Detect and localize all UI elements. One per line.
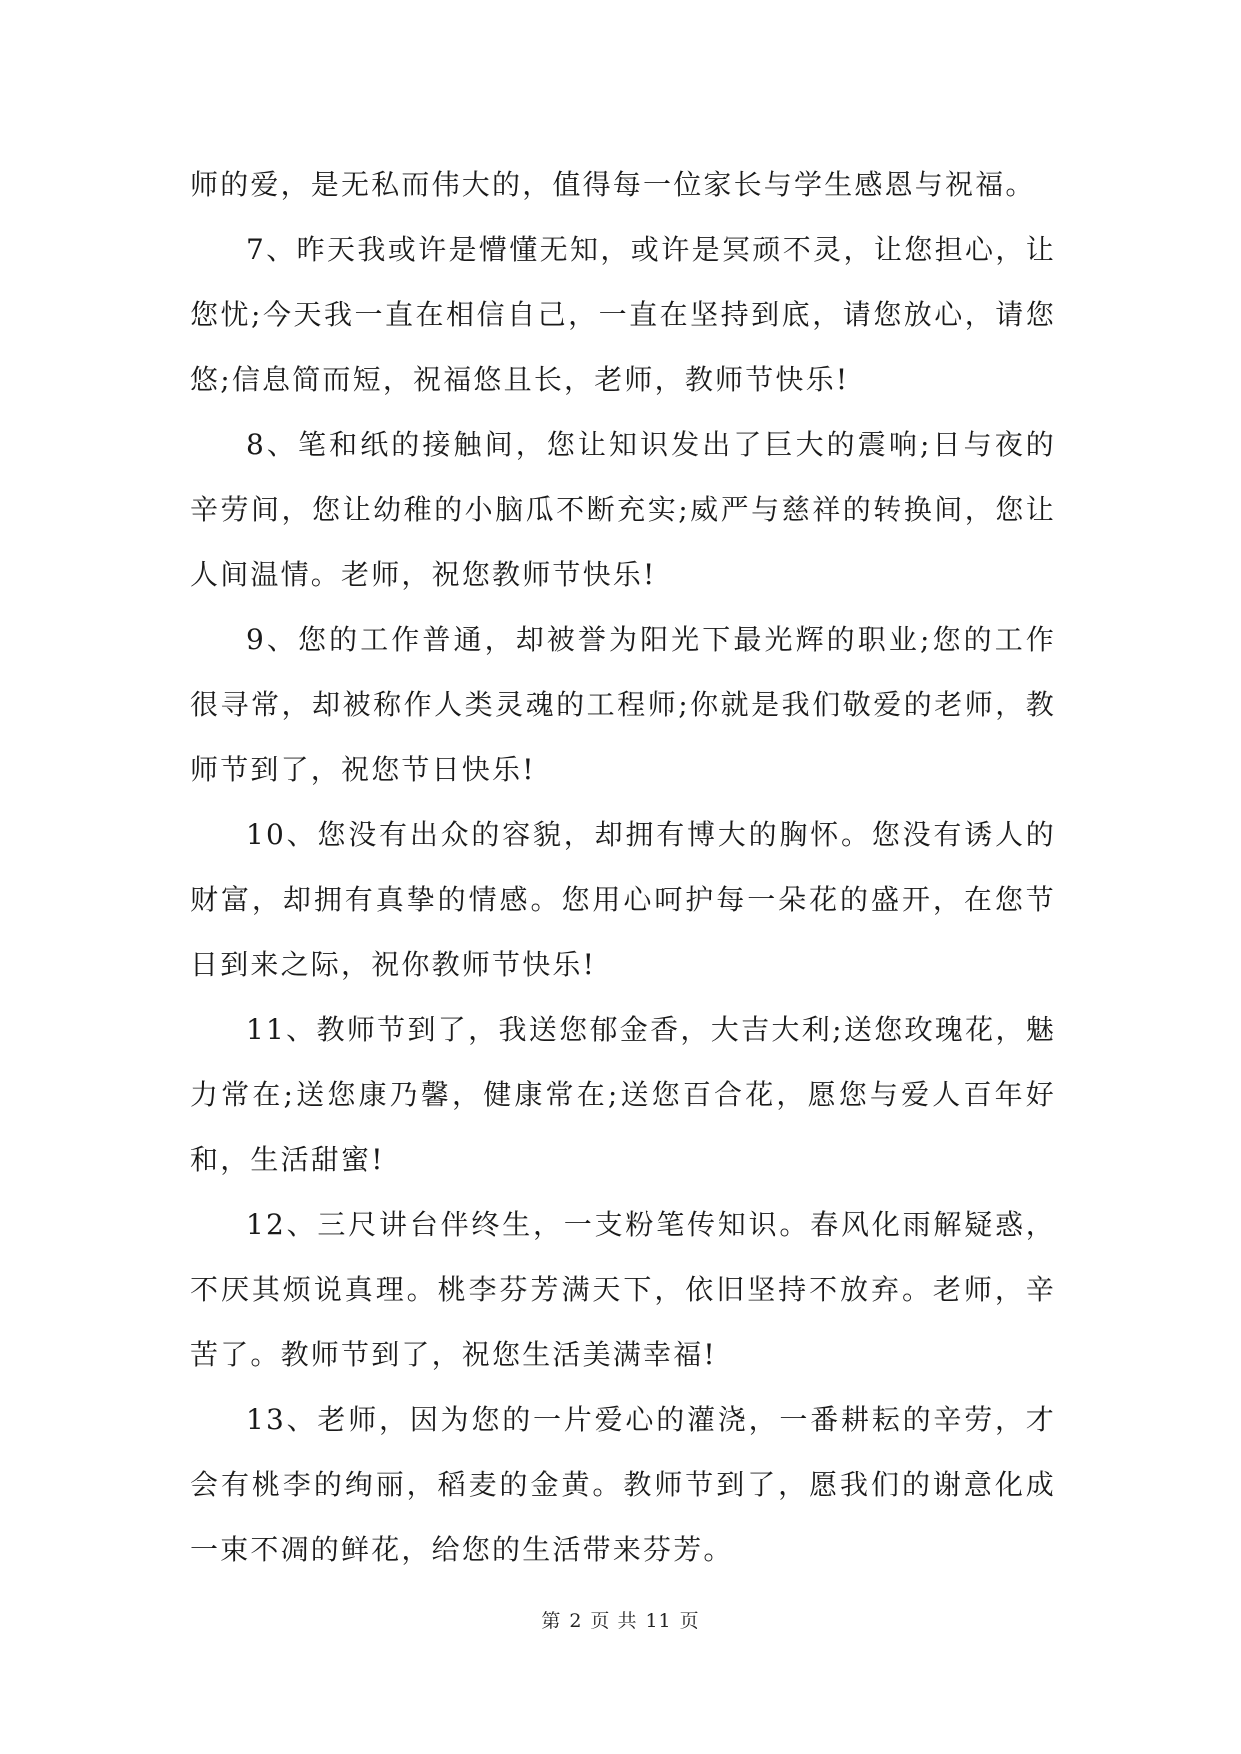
paragraph-item-10: 10、您没有出众的容貌，却拥有博大的胸怀。您没有诱人的财富，却拥有真挚的情感。您用心呵护每一朵花的盛开，在您节日到来之际，祝你教师节快乐! (190, 818, 1056, 981)
footer-prefix: 第 (541, 1610, 562, 1632)
paragraph-item-12: 12、三尺讲台伴终生，一支粉笔传知识。春风化雨解疑惑，不厌其烦说真理。桃李芬芳满天下，依旧坚持不放弃。老师，辛苦了。教师节到了，祝您生活美满幸福! (190, 1208, 1056, 1371)
paragraph-item-7: 7、昨天我或许是懵懂无知，或许是冥顽不灵，让您担心，让您忧;今天我一直在相信自己，一直在坚持到底，请您放心，请您悠;信息简而短，祝福悠且长，老师，教师节快乐! (190, 233, 1056, 396)
paragraph-continuation: 师的爱，是无私而伟大的，值得每一位家长与学生感恩与祝福。 (190, 168, 1036, 201)
paragraph-item-9: 9、您的工作普通，却被誉为阳光下最光辉的职业;您的工作很寻常，却被称作人类灵魂的工程师;你就是我们敬爱的老师，教师节到了，祝您节日快乐! (190, 623, 1056, 786)
footer-current-page: 2 (569, 1610, 583, 1632)
footer-total-pages: 11 (645, 1610, 672, 1632)
footer-middle: 页 共 (590, 1610, 638, 1632)
page-footer (0, 1606, 1241, 1633)
paragraph-item-11: 11、教师节到了，我送您郁金香，大吉大利;送您玫瑰花，魅力常在;送您康乃馨，健康常在;送您百合花，愿您与爱人百年好和，生活甜蜜! (190, 1013, 1056, 1176)
paragraph-item-13: 13、老师，因为您的一片爱心的灌浇，一番耕耘的辛劳，才会有桃李的绚丽，稻麦的金黄。教师节到了，愿我们的谢意化成一束不凋的鲜花，给您的生活带来芬芳。 (190, 1403, 1056, 1566)
paragraph-item-8: 8、笔和纸的接触间，您让知识发出了巨大的震响;日与夜的辛劳间，您让幼稚的小脑瓜不断充实;威严与慈祥的转换间，您让人间温情。老师，祝您教师节快乐! (190, 428, 1056, 591)
document-body (190, 152, 1056, 1582)
footer-suffix: 页 (679, 1610, 700, 1632)
